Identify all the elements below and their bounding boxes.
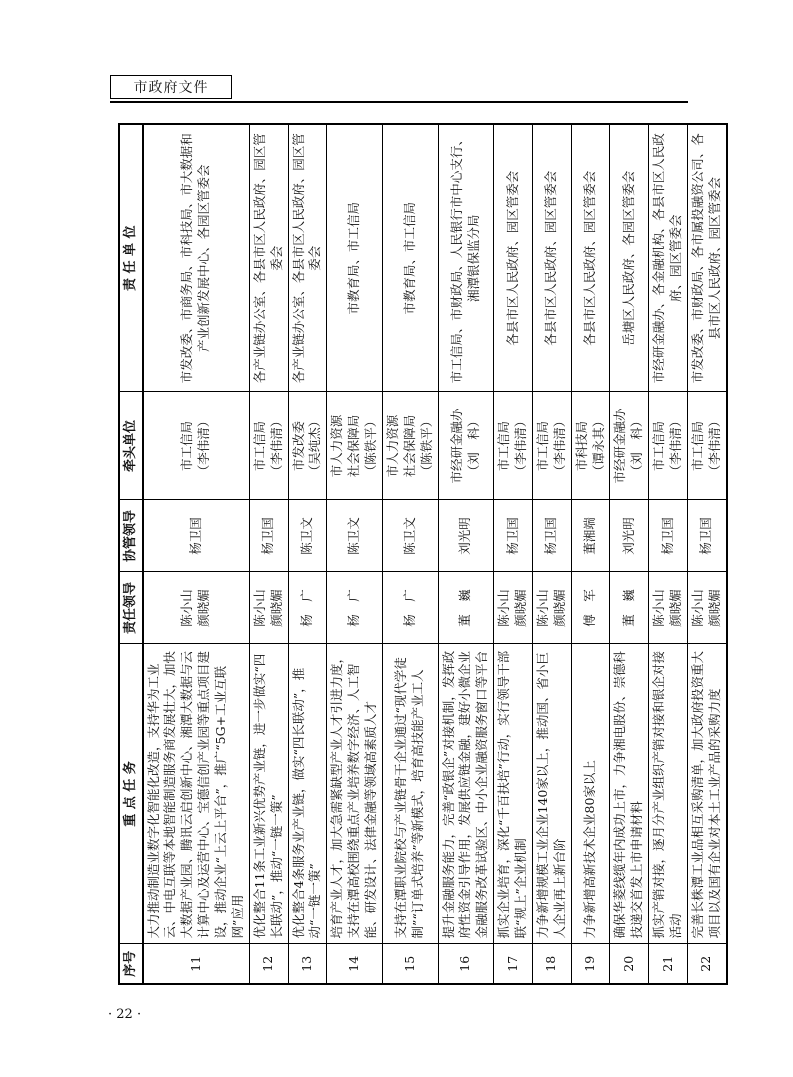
cell-task: 抓实产销对接，逐月分产业组织产销对接和银企对接活动 — [649, 644, 688, 944]
cell-lead: 杨 广 — [327, 572, 383, 644]
cell-no: 14 — [327, 944, 383, 984]
cell-resp: 各县市区人民政府、园区管委会 — [532, 124, 571, 392]
table-row — [649, 124, 688, 984]
cell-lead: 杨 广 — [288, 572, 327, 644]
cell-assist: 陈卫文 — [327, 500, 383, 572]
cell-host: 市工信局 （李伟清） — [249, 392, 288, 500]
cell-host: 市工信局 （李伟清） — [687, 392, 726, 500]
col-header-host: 牵头单位 — [119, 392, 143, 500]
cell-assist: 刘光明 — [438, 500, 494, 572]
cell-host: 市工信局 （李伟清） — [649, 392, 688, 500]
cell-host: 市经研金融办 （刘 科） — [610, 392, 649, 500]
cell-lead: 陈小山 颜晓媚 — [143, 572, 250, 644]
table-row — [610, 124, 649, 984]
col-header-task: 重 点 任 务 — [119, 644, 143, 944]
cell-resp: 各产业链办公室、各县市区人民政府、园区管委会 — [249, 124, 288, 392]
cell-lead: 陈小山 颜晓媚 — [532, 572, 571, 644]
cell-task: 大力推动制造业数字化智能化改造，支持华为工业云、中电互联等本地智能制造服务商发展壮大，加快大数据产业园、腾讯云启创新中心、湘潭大数据与云计算中心及运营中心、宝德信创产业园等重点项目建设，推动企业“上云上平台”，推广“5G+工业互联网”应用 — [143, 644, 250, 944]
table-row — [532, 124, 571, 984]
document-header-title — [110, 75, 232, 99]
cell-host: 市发改委 （吴纯杰） — [288, 392, 327, 500]
cell-task: 力争新增规模工业企业140家以上，推动国、省小巨人企业再上新台阶 — [532, 644, 571, 944]
cell-no: 11 — [143, 944, 250, 984]
cell-lead: 陈小山 颜晓媚 — [687, 572, 726, 644]
cell-resp: 市发改委、市商务局、市科技局、市大数据和产业创新发展中心、各园区管委会 — [143, 124, 250, 392]
cell-assist: 陈卫文 — [288, 500, 327, 572]
cell-resp: 市发改委、市财政局、各市属投融资公司、各县市区人民政府、园区管委会 — [687, 124, 726, 392]
cell-task: 培育产业人才，加大急需紧缺型产业人才引进力度，支持在潭高校围绕重点产业培养数字经济、人工智能、研发设计、法律金融等领域高素质人才 — [327, 644, 383, 944]
cell-resp: 各产业链办公室、各县市区人民政府、园区管委会 — [288, 124, 327, 392]
cell-lead: 傅 军 — [571, 572, 610, 644]
cell-task: 优化整合4条服务业产业链，做实“四长联动”，推动“一链一策” — [288, 644, 327, 944]
cell-task: 力争新增高新技术企业80家以上 — [571, 644, 610, 944]
table-row — [327, 124, 383, 984]
table-row — [687, 124, 726, 984]
cell-assist: 杨卫国 — [532, 500, 571, 572]
cell-host: 市工信局 （李伟清） — [494, 392, 533, 500]
cell-lead: 董 巍 — [610, 572, 649, 644]
cell-lead: 陈小山 颜晓媚 — [249, 572, 288, 644]
cell-no: 18 — [532, 944, 571, 984]
cell-resp: 各县市区人民政府、园区管委会 — [571, 124, 610, 392]
cell-host: 市科技局 （谭永其） — [571, 392, 610, 500]
table-row — [382, 124, 438, 984]
cell-resp: 各县市区人民政府、园区管委会 — [494, 124, 533, 392]
cell-assist: 杨卫国 — [143, 500, 250, 572]
cell-assist: 陈卫文 — [382, 500, 438, 572]
cell-assist: 杨卫国 — [687, 500, 726, 572]
cell-lead: 杨 广 — [382, 572, 438, 644]
cell-lead: 陈小山 颜晓媚 — [649, 572, 688, 644]
col-header-no: 序号 — [119, 944, 143, 984]
page-number: · 22 · — [108, 1007, 142, 1022]
table-row — [494, 124, 533, 984]
cell-no: 21 — [649, 944, 688, 984]
col-header-resp: 责 任 单 位 — [119, 124, 143, 392]
cell-no: 15 — [382, 944, 438, 984]
cell-no: 17 — [494, 944, 533, 984]
table-row — [249, 124, 288, 984]
cell-no: 20 — [610, 944, 649, 984]
cell-resp: 市工信局、市财政局、人民银行市中心支行、湘潭银保监分局 — [438, 124, 494, 392]
cell-lead: 董 巍 — [438, 572, 494, 644]
cell-host: 市工信局 （李伟清） — [532, 392, 571, 500]
cell-assist: 董湘端 — [571, 500, 610, 572]
cell-resp: 岳塘区人民政府、各园区管委会 — [610, 124, 649, 392]
cell-task: 支持在潭职业院校与产业链骨干企业通过“现代学徒制”“订单式培养”等新模式，培育高技能产业工人 — [382, 644, 438, 944]
table-row — [571, 124, 610, 984]
cell-resp: 市教育局、市工信局 — [327, 124, 383, 392]
table-row — [288, 124, 327, 984]
cell-assist: 刘光明 — [610, 500, 649, 572]
header-rule — [110, 101, 688, 103]
cell-assist: 杨卫国 — [249, 500, 288, 572]
cell-no: 13 — [288, 944, 327, 984]
table-header-row — [119, 124, 143, 984]
cell-task: 提升金融服务能力，完善“政银企”对接机制，发挥政府性资金引导作用，发展供应链金融，建好小微企业金融服务改革试验区、中小企业融资服务窗口等平台 — [438, 644, 494, 944]
cell-task: 优化整合11条工业新兴优势产业链，进一步做实“四长联动”，推动“一链一策” — [249, 644, 288, 944]
table-body — [143, 124, 727, 984]
cell-no: 16 — [438, 944, 494, 984]
cell-host: 市人力资源 社会保障局 （陈铁平） — [382, 392, 438, 500]
cell-task: 确保华菱线缆年内成功上市，力争湘电股份、崇德科技递交首发上市申请材料 — [610, 644, 649, 944]
cell-host: 市人力资源 社会保障局 （陈铁平） — [327, 392, 383, 500]
cell-lead: 陈小山 颜晓媚 — [494, 572, 533, 644]
table-row — [438, 124, 494, 984]
cell-no: 12 — [249, 944, 288, 984]
cell-assist: 杨卫国 — [494, 500, 533, 572]
col-header-assist: 协管领导 — [119, 500, 143, 572]
col-header-lead: 责任领导 — [119, 572, 143, 644]
cell-task: 完善长株潭工业品相互采购清单，加大政府投资重大项目以及国有企业对本土工业产品的采购力度 — [687, 644, 726, 944]
task-table — [118, 123, 728, 985]
header-title-text: 市政府文件 — [133, 80, 209, 96]
cell-host: 市经研金融办 （刘 科） — [438, 392, 494, 500]
cell-resp: 市教育局、市工信局 — [382, 124, 438, 392]
rotated-table-container — [118, 125, 722, 985]
cell-no: 19 — [571, 944, 610, 984]
cell-resp: 市经研金融办、各金融机构、各县市区人民政府、园区管委会 — [649, 124, 688, 392]
cell-assist: 杨卫国 — [649, 500, 688, 572]
cell-host: 市工信局 （李伟清） — [143, 392, 250, 500]
table-row — [143, 124, 250, 984]
cell-no: 22 — [687, 944, 726, 984]
cell-task: 抓实企业培育，深化“千百扶培”行动，实行领导干部联“规上”企业机制 — [494, 644, 533, 944]
